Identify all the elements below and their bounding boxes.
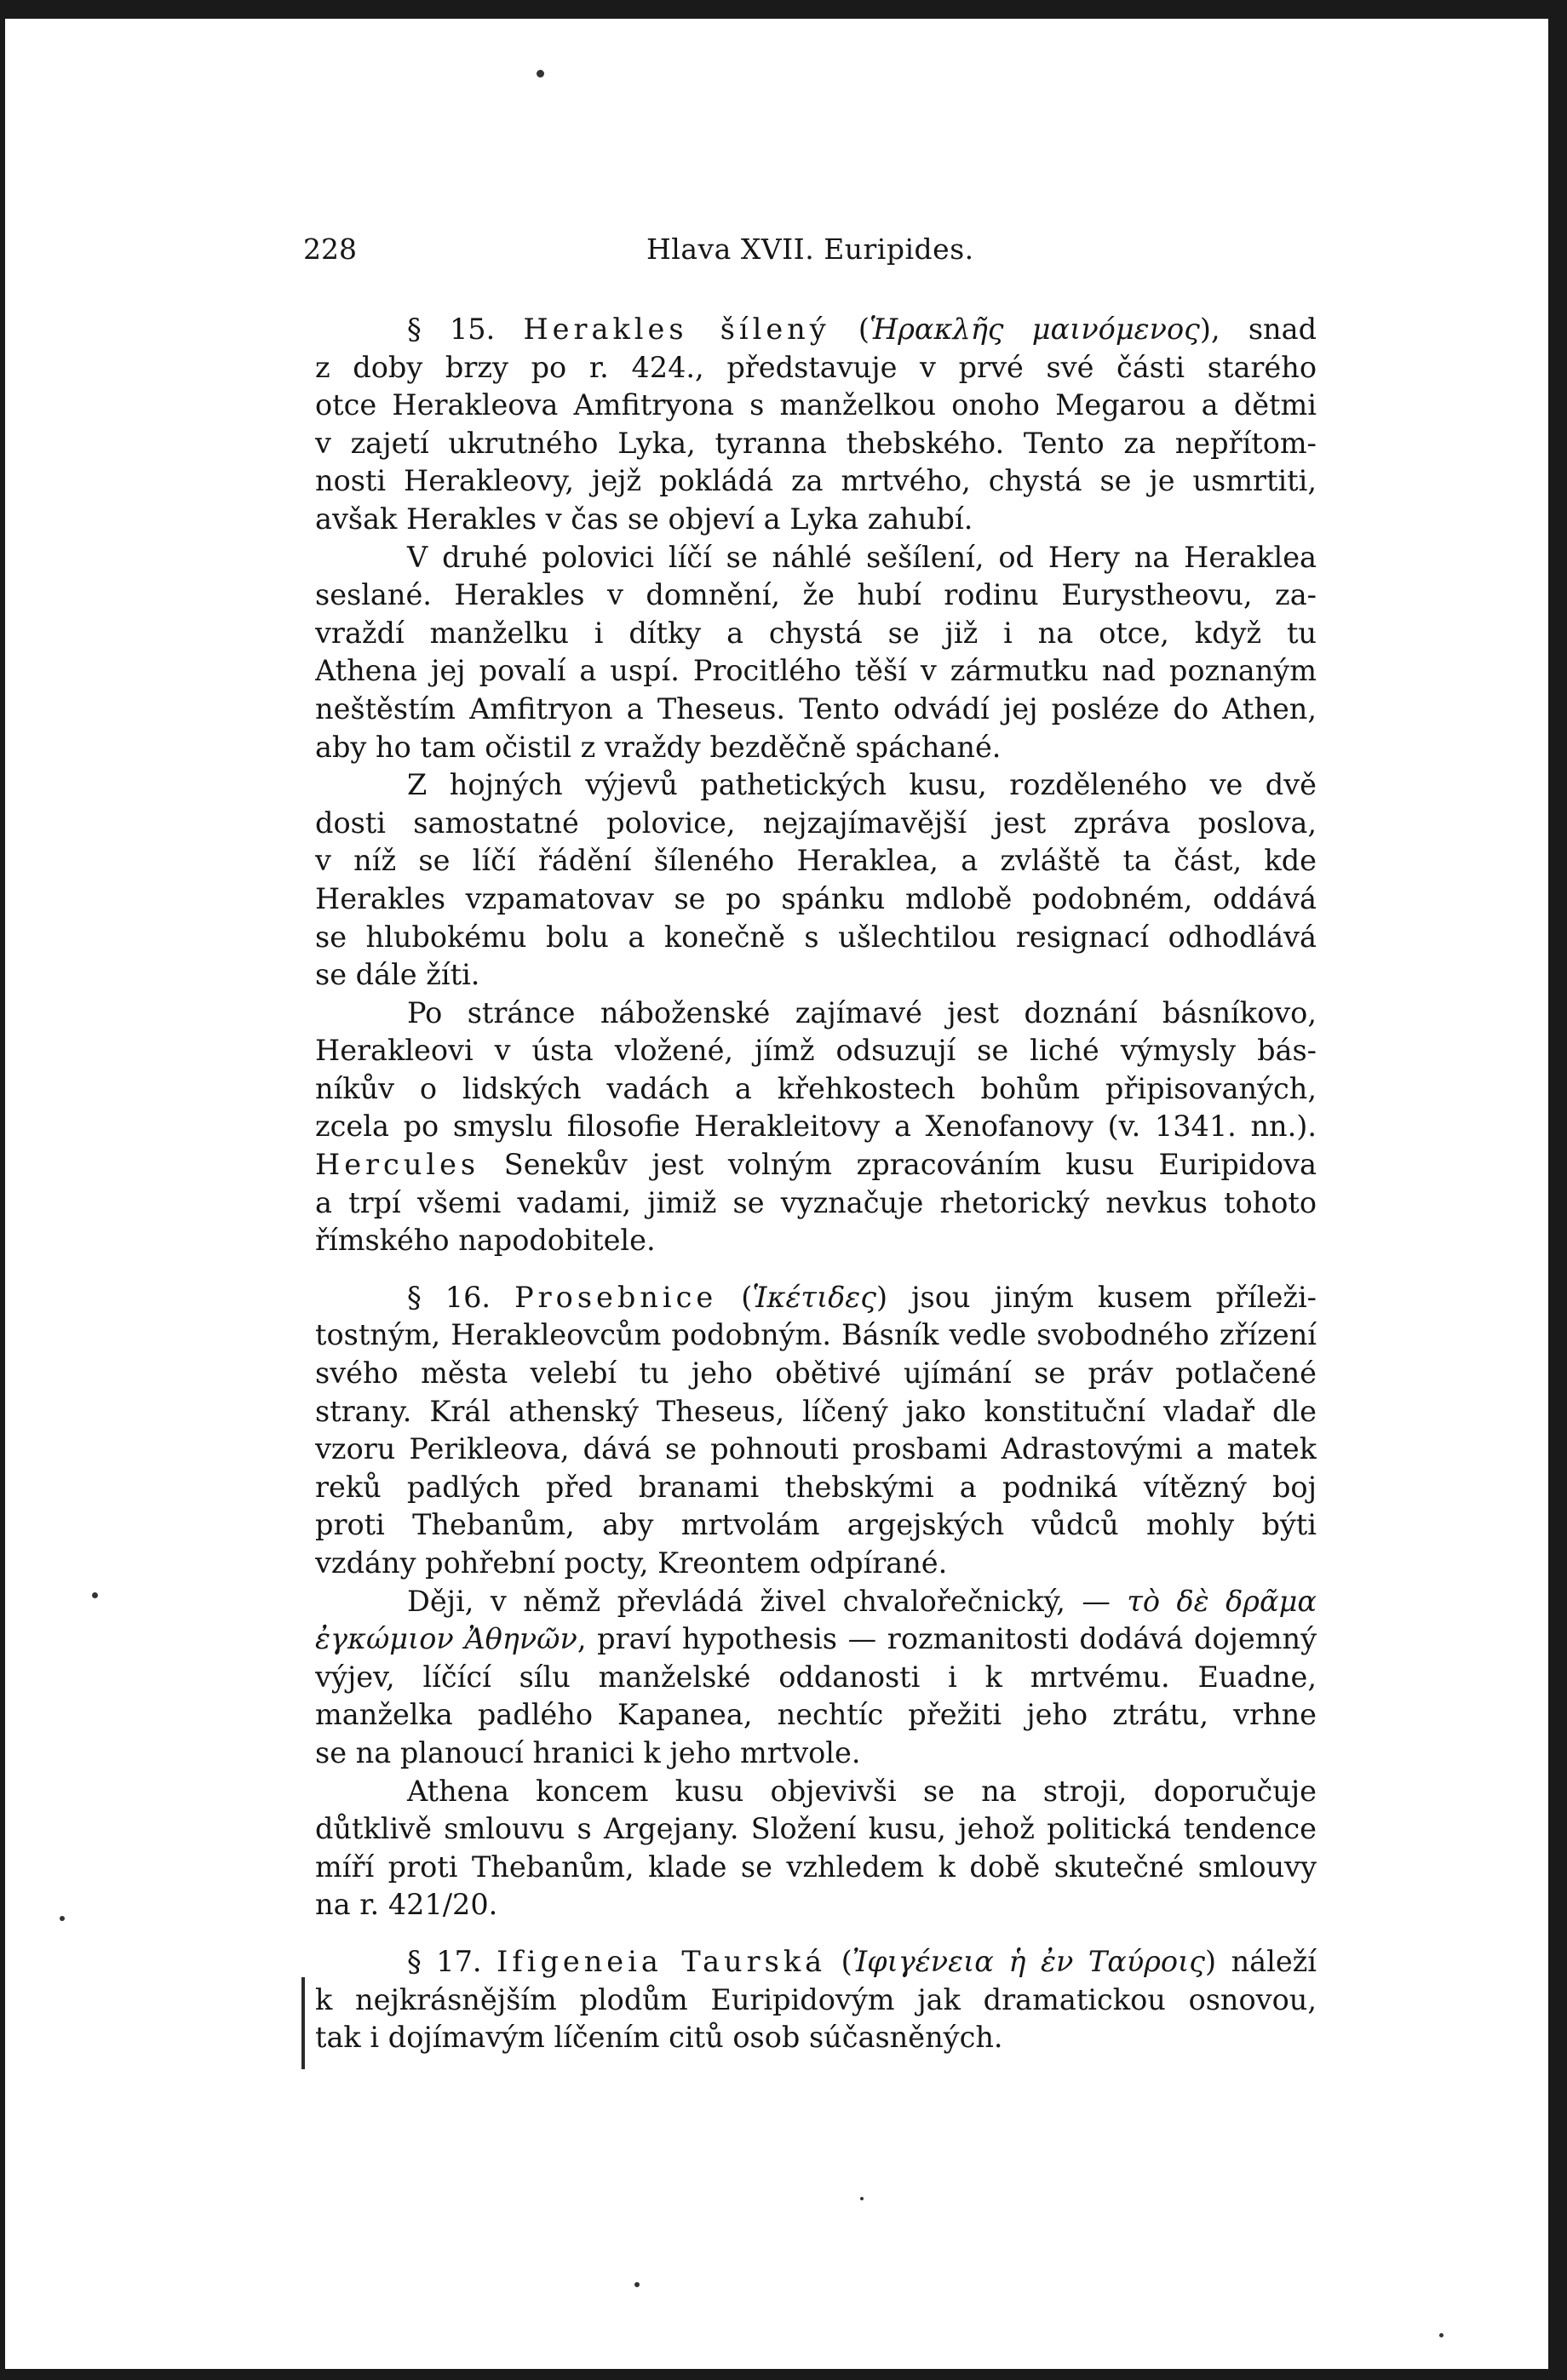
text-line <box>315 387 1317 425</box>
text-run: níkův o lidských vadách a křehkostech bohům připisovaných, <box>315 1071 1317 1105</box>
text-line <box>315 652 1317 691</box>
text-run: otce Herakleova Amfitryona s manželkou onoho Megarou a dětmi <box>315 388 1317 422</box>
text-line <box>315 1108 1317 1146</box>
scan-speck <box>634 2282 640 2287</box>
text-line <box>315 691 1317 729</box>
text-run: se na planoucí hranici k jeho mrtvole. <box>315 1735 861 1769</box>
text-run: nosti Herakleovy, jejž pokládá za mrtvého, chystá se je usmrtiti, <box>315 464 1317 498</box>
text-line <box>315 576 1317 615</box>
text-run: Athena koncem kusu objevivši se na stroji, doporučuje <box>407 1774 1317 1808</box>
text-run: výjev, líčící sílu manželské oddanosti i k mrtvému. Euadne, <box>315 1660 1317 1694</box>
text-run: Athena jej povalí a uspí. Procitlého těší v zármutku nad poznaným <box>315 654 1317 688</box>
text-line <box>315 1431 1317 1469</box>
text-line <box>315 1810 1317 1849</box>
text-line <box>315 311 1317 349</box>
paragraph <box>315 1279 1317 1583</box>
text-line <box>315 1279 1317 1317</box>
greek-title: Ἡρακλῆς μαινόμενος <box>869 313 1200 346</box>
chapter-title: Hlava XVII. Euripides. <box>646 232 974 266</box>
work-title: Herakles šílený <box>523 313 830 346</box>
text-line <box>315 539 1317 577</box>
text-run: ( <box>829 313 870 346</box>
scan-speck <box>1439 2333 1444 2337</box>
text-run: ) náleží <box>1204 1944 1317 1978</box>
text-line <box>315 995 1317 1033</box>
text-run: míří proti Thebanům, klade se vzhledem k době skutečné smlouvy <box>315 1850 1317 1884</box>
text-run: římského napodobitele. <box>315 1224 656 1258</box>
text-run: v zajetí ukrutného Lyka, tyranna thebského. Tento za nepřítom- <box>315 426 1317 460</box>
text-run: ( <box>717 1280 753 1314</box>
text-line <box>315 729 1317 767</box>
text-run: tak i dojímavým líčením citů osob súčasněných. <box>315 2021 1003 2055</box>
text-run: tostným, Herakleovcům podobným. Básník vedle svobodného zřízení <box>315 1318 1317 1352</box>
text-run: V druhé polovici líčí se náhlé sešílení, od Hery na Heraklea <box>407 540 1317 574</box>
paragraph <box>315 539 1317 767</box>
body-text <box>315 311 1317 2057</box>
text-run: Po stránce náboženské zajímavé jest doznání básníkovo, <box>407 995 1317 1029</box>
text-line <box>315 1981 1317 2020</box>
text-run: zcela po smyslu filosofie Herakleitovy a Xenofanovy (v. 1341. nn.). <box>315 1110 1317 1144</box>
text-line <box>315 1184 1317 1223</box>
text-run: Senekův jest volným zpracováním kusu Euripidova <box>479 1148 1317 1182</box>
text-line <box>315 1070 1317 1109</box>
text-run: vzdány pohřební pocty, Kreontem odpírané. <box>315 1546 948 1580</box>
text-line <box>315 1659 1317 1697</box>
text-run: § 17. <box>407 1944 497 1978</box>
paragraph <box>315 995 1317 1260</box>
text-line <box>315 880 1317 919</box>
text-run: avšak Herakles v čas se objeví a Lyka zahubí. <box>315 502 973 536</box>
text-line <box>315 1032 1317 1070</box>
text-line <box>315 1506 1317 1545</box>
paragraph <box>315 311 1317 539</box>
text-run: Herakleovi v ústa vložené, jímž odsuzují se liché výmysly bás- <box>315 1034 1317 1068</box>
text-line <box>315 462 1317 501</box>
text-line <box>315 1696 1317 1735</box>
text-line <box>315 1469 1317 1507</box>
greek-title: τὸ δὲ δρᾶμα <box>1127 1584 1317 1618</box>
text-line <box>315 615 1317 653</box>
text-line <box>315 501 1317 539</box>
running-head <box>303 228 1317 271</box>
text-line <box>315 805 1317 843</box>
text-line <box>315 2019 1317 2057</box>
text-line <box>315 1393 1317 1431</box>
text-run: dosti samostatné polovice, nejzajímavější jest zpráva poslova, <box>315 806 1317 840</box>
text-run: § 15. <box>407 313 524 346</box>
text-run: manželka padlého Kapanea, nechtíc přežiti jeho ztrátu, vrhne <box>315 1698 1317 1732</box>
text-run: Ději, v němž převládá živel chvalořečnický, — <box>407 1584 1128 1618</box>
work-title: Ifigeneia Taurská <box>497 1944 827 1978</box>
text-line <box>315 1545 1317 1583</box>
text-run: na r. 421/20. <box>315 1888 498 1922</box>
text-line <box>315 1735 1317 1773</box>
text-line <box>315 1849 1317 1887</box>
section-gap <box>315 1260 1317 1279</box>
paragraph <box>315 766 1317 995</box>
text-run: svého města velebí tu jeho obětivé ujímání se práv potlačené <box>315 1356 1317 1391</box>
section-gap <box>315 1924 1317 1943</box>
text-line <box>315 766 1317 805</box>
text-run: se dále žíti. <box>315 958 480 992</box>
text-run: ( <box>826 1944 852 1978</box>
text-line <box>315 1943 1317 1981</box>
page-number: 228 <box>303 232 357 266</box>
text-run: strany. Král athenský Theseus, líčený jako konstituční vladař dle <box>315 1394 1317 1428</box>
text-line <box>315 956 1317 995</box>
greek-title: Ἰφιγένεια ἡ ἐν Ταύροις <box>852 1944 1205 1978</box>
text-run: reků padlých před branami thebskými a podniká vítězný boj <box>315 1470 1317 1504</box>
work-title: Prosebnice <box>514 1280 718 1314</box>
paragraph <box>315 1583 1317 1773</box>
text-line <box>315 1886 1317 1924</box>
text-run: z doby brzy po r. 424., představuje v prvé své části starého <box>315 350 1317 384</box>
text-run: vraždí manželku i dítky a chystá se již i na otce, když tu <box>315 616 1317 650</box>
text-line <box>315 1222 1317 1260</box>
text-run: Z hojných výjevů pathetických kusu, rozděleného ve dvě <box>407 768 1317 802</box>
text-line <box>315 1773 1317 1811</box>
scan-speck <box>92 1592 98 1598</box>
text-run: proti Thebanům, aby mrtvolám argejských vůdců mohly býti <box>315 1508 1317 1542</box>
text-run: a trpí všemi vadami, jimiž se vyznačuje rhetorický nevkus tohoto <box>315 1185 1317 1219</box>
text-run: § 16. <box>407 1280 515 1314</box>
text-line <box>315 919 1317 957</box>
text-line <box>315 1355 1317 1393</box>
text-line <box>315 349 1317 387</box>
scan-speck <box>60 1916 65 1921</box>
text-run: k nejkrásnějším plodům Euripidovým jak dramatickou osnovou, <box>315 1982 1317 2016</box>
margin-mark <box>301 1977 305 2069</box>
text-run: neštěstím Amfitryon a Theseus. Tento odvádí jej posléze do Athen, <box>315 691 1317 725</box>
paragraph <box>315 1943 1317 2057</box>
text-run: se hlubokému bolu a konečně s ušlechtilou resignací odhodlává <box>315 920 1317 954</box>
scan-speck <box>537 70 544 77</box>
paragraph <box>315 1773 1317 1924</box>
text-run: důtklivě smlouvu s Argejany. Složení kusu, jehož politická tendence <box>315 1812 1317 1846</box>
text-run: v níž se líčí řádění šíleného Heraklea, a zvláště ta část, kde <box>315 844 1317 878</box>
text-line <box>315 1620 1317 1659</box>
text-run: seslané. Herakles v domnění, že hubí rodinu Eurystheovu, za- <box>315 578 1317 612</box>
text-line <box>315 425 1317 463</box>
text-line <box>315 1146 1317 1184</box>
text-run: , praví hypothesis — rozmanitosti dodává dojemný <box>577 1622 1317 1656</box>
greek-title: Ἱκέτιδες <box>752 1280 876 1314</box>
text-run: ), snad <box>1199 313 1317 346</box>
text-line <box>315 1583 1317 1621</box>
scan-speck <box>860 2197 864 2200</box>
text-line <box>315 1316 1317 1355</box>
work-title: Hercules <box>315 1148 480 1182</box>
text-line <box>315 842 1317 880</box>
greek-title: ἐγκώμιον Ἀθηνῶν <box>315 1622 577 1656</box>
text-run: ) jsou jiným kusem příleži- <box>876 1280 1317 1314</box>
text-run: vzoru Perikleova, dává se pohnouti prosbami Adrastovými a matek <box>315 1432 1317 1466</box>
text-run: Herakles vzpamatovav se po spánku mdlobě podobném, oddává <box>315 881 1317 915</box>
text-run: aby ho tam očistil z vraždy bezděčně spáchané. <box>315 730 1002 764</box>
